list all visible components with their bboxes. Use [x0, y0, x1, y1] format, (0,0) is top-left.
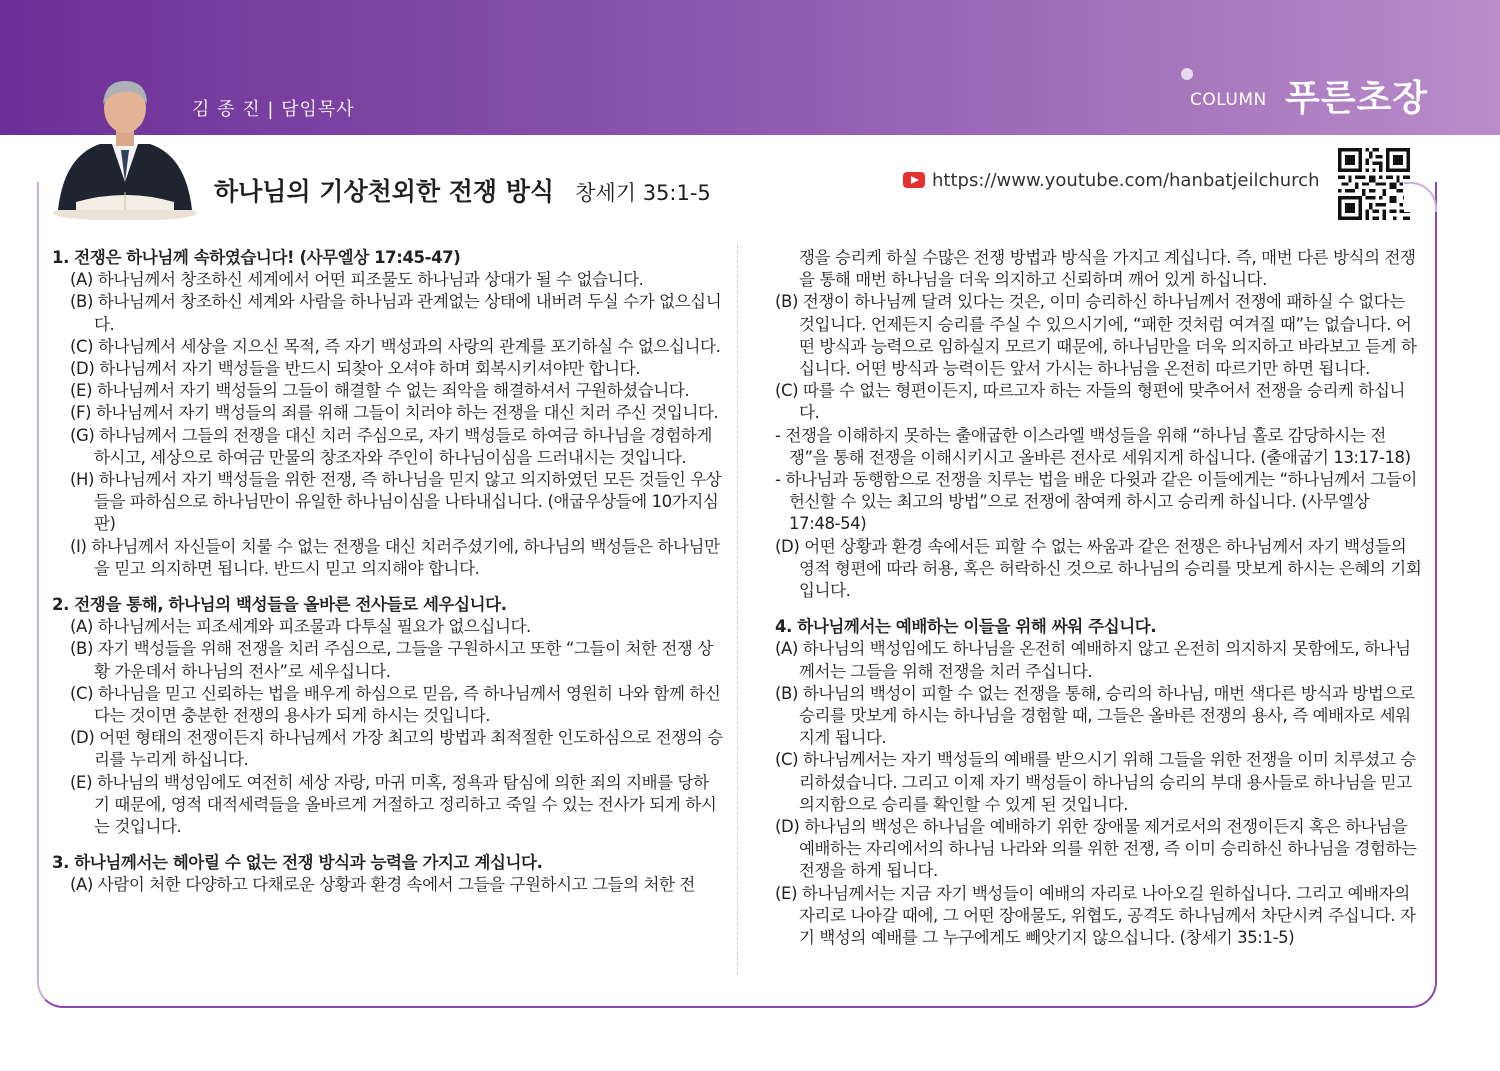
- list-item: (E) 하나님께서는 지금 자기 백성들이 예배의 자리로 나아오길 원하십니다. 그리고 예배자의 자리로 나아갈 때에, 그 어떤 장애물도, 위협도, 공격도 하나님께서 차단시켜 주십니다. 자기 백성의 예배를 그 누구에게도 빼앗기지 않으십니다. (창세기 35:1-5): [775, 883, 1416, 948]
- sub-item: - 전쟁을 이해하지 못하는 출애굽한 이스라엘 백성들을 위해 “하나님 홀로 감당하시는 전쟁”을 통해 전쟁을 이해시키시고 올바른 전사로 세워지게 하십니다. (출애굽기 13:17-18): [775, 425, 1411, 467]
- section-heading: 2. 전쟁을 통해, 하나님의 백성들을 올바른 전사들로 세우십니다.: [52, 595, 507, 615]
- scripture-reference: 창세기 35:1-5: [575, 181, 711, 205]
- list-item: (A) 사람이 처한 다양하고 다채로운 상황과 환경 속에서 그들을 구원하시고 그들의 처한 전: [70, 875, 695, 895]
- right-column: [775, 247, 1423, 963]
- section-4: [775, 616, 1423, 949]
- list-item: (C) 따를 수 없는 형편이든지, 따르고자 하는 자들의 형편에 맞추어서 전쟁을 승리케 하십니다.: [775, 381, 1406, 423]
- column-title: 푸른초장: [1285, 78, 1429, 119]
- list-item-continued: 쟁을 승리케 하실 수많은 전쟁 방법과 방식을 가지고 계십니다. 즉, 매번 다른 방식의 전쟁을 통해 매번 하나님을 더욱 의지하고 신뢰하며 깨어 있게 하십니다.: [799, 248, 1416, 290]
- list-item: (D) 어떤 상황과 환경 속에서든 피할 수 없는 싸움과 같은 전쟁은 하나님께서 자기 백성들의 영적 형편에 따라 허용, 혹은 허락하신 것으로 하나님의 승리를 맛보게 하시는 은혜의 기회입니다.: [775, 536, 1422, 601]
- sub-item: - 하나님과 동행함으로 전쟁을 치루는 법을 배운 다윗과 같은 이들에게는 “하나님께서 그들이 헌신할 수 있는 최고의 방법”으로 전쟁에 참여케 하시고 승리케 하십니다. (사무엘상 17:48-54): [775, 470, 1417, 534]
- list-item: (B) 자기 백성들을 위해 전쟁을 치러 주심으로, 그들을 구원하시고 또한 “그들이 처한 전쟁 상황 가운데서 하나님의 전사”로 세우십니다.: [70, 639, 713, 681]
- list-item: (D) 어떤 형태의 전쟁이든지 하나님께서 가장 최고의 방법과 최적절한 인도하심으로 전쟁의 승리를 누리게 하십니다.: [70, 728, 723, 770]
- section-heading: 4. 하나님께서는 예배하는 이들을 위해 싸워 주십니다.: [775, 617, 1157, 637]
- list-item: (B) 하나님께서 창조하신 세계와 사람을 하나님과 관계없는 상태에 내버려 두실 수가 없으십니다.: [70, 292, 722, 334]
- youtube-link[interactable]: https://www.youtube.com/hanbatjeilchurch: [932, 170, 1320, 191]
- list-item: (E) 하나님의 백성임에도 여전히 세상 자랑, 마귀 미혹, 정욕과 탐심에 의한 죄의 지배를 당하기 때문에, 영적 대적세력들을 올바르게 거절하고 정리하고 죽일 수 있는 전사가 되게 하시는 것입니다.: [70, 772, 717, 837]
- list-item: (B) 전쟁이 하나님께 달려 있다는 것은, 이미 승리하신 하나님께서 전쟁에 패하실 수 없다는 것입니다. 언제든지 승리를 주실 수 있으시기에, “패한 것처럼 여겨질 때”는 없습니다. 어떤 방식과 능력으로 임하실지 모르기 때문에, 하나님만을 더욱 의지하고 바라보고 듣게 하십니다. 어떤 방식과 능력이든 앞서 가시는 하나님을 온전히 따르기만 하면 됩니다.: [775, 292, 1417, 379]
- list-item: (D) 하나님께서 자기 백성들을 반드시 되찾아 오셔야 하며 회복시키셔야만 합니다.: [70, 359, 641, 379]
- column-divider: [737, 245, 738, 975]
- column-label: COLUMN: [1190, 90, 1267, 110]
- section-3-continued: [775, 247, 1423, 602]
- sermon-title: 하나님의 기상천외한 전쟁 방식: [214, 177, 555, 206]
- list-item: (C) 하나님을 믿고 신뢰하는 법을 배우게 하심으로 믿음, 즉 하나님께서 영원히 나와 함께 하신다는 것이면 충분한 전쟁의 용사가 되게 하시는 것입니다.: [70, 683, 721, 726]
- list-item: (A) 하나님께서 창조하신 세계에서 어떤 피조물도 하나님과 상대가 될 수 없습니다.: [70, 270, 644, 290]
- list-item: (F) 하나님께서 자기 백성들의 죄를 위해 그들이 치러야 하는 전쟁을 대신 치러 주신 것입니다.: [70, 403, 719, 423]
- section-heading: 1. 전쟁은 하나님께 속하였습니다! (사무엘상 17:45-47): [52, 248, 461, 267]
- list-item: (H) 하나님께서 자기 백성들을 위한 전쟁, 즉 하나님을 믿지 않고 의지하였던 모든 것들인 우상들을 파하심으로 하나님만이 유일한 하나님이심을 나타내십니다. (애굽우상들에 10가지심판): [70, 470, 722, 534]
- left-column: [52, 247, 724, 911]
- list-item: (G) 하나님께서 그들의 전쟁을 대신 치러 주심으로, 자기 백성들로 하여금 하나님을 경험하게 하시고, 세상으로 하여금 만물의 창조자와 주인이 하나님이심을 드러내시는 것입니다.: [70, 425, 713, 467]
- list-item: (A) 하나님께서는 피조세계와 피조물과 다투실 필요가 없으십니다.: [70, 617, 531, 637]
- section-1: [52, 247, 724, 580]
- list-item: (B) 하나님의 백성이 피할 수 없는 전쟁을 통해, 승리의 하나님, 매번 색다른 방식과 방법으로 승리를 맛보게 하시는 하나님을 경험할 때, 그들은 올바른 전쟁의 용사, 즉 예배자로 세워지게 됩니다.: [775, 683, 1415, 748]
- column-dot-icon: [1181, 68, 1193, 80]
- list-item: (D) 하나님의 백성은 하나님을 예배하기 위한 장애물 제거로서의 전쟁이든지 혹은 하나님을 예배하는 자리에서의 하나님 나라와 의를 위한 전쟁, 즉 이미 승리하신 하나님을 경험하는 전쟁을 하게 됩니다.: [775, 817, 1417, 881]
- list-item: (C) 하나님께서는 자기 백성들의 예배를 받으시기 위해 그들을 위한 전쟁을 이미 치루셨고 승리하셨습니다. 그리고 이제 자기 백성들이 하나님의 승리의 부대 용사들로 하나님을 믿고 의지함으로 승리를 확인할 수 있게 된 것입니다.: [775, 750, 1416, 814]
- section-2: [52, 594, 724, 838]
- author-name: 김 종 진 | 담임목사: [192, 99, 355, 120]
- list-item: (E) 하나님께서 자기 백성들의 그들이 해결할 수 없는 죄악을 해결하셔서 구원하셨습니다.: [70, 381, 690, 401]
- list-item: (A) 하나님의 백성임에도 하나님을 온전히 예배하지 않고 온전히 의지하지 못함에도, 하나님께서는 그들을 위해 전쟁을 치러 주십니다.: [775, 639, 1411, 681]
- section-3-start: [52, 852, 724, 896]
- section-heading: 3. 하나님께서는 헤아릴 수 없는 전쟁 방식과 능력을 가지고 계십니다.: [52, 853, 543, 873]
- list-item: (C) 하나님께서 세상을 지으신 목적, 즉 자기 백성과의 사랑의 관계를 포기하실 수 없으십니다.: [70, 336, 721, 356]
- list-item: (I) 하나님께서 자신들이 치룰 수 없는 전쟁을 대신 치러주셨기에, 하나님의 백성들은 하나님만을 믿고 의지하면 됩니다. 반드시 믿고 의지해야 합니다.: [70, 536, 720, 578]
